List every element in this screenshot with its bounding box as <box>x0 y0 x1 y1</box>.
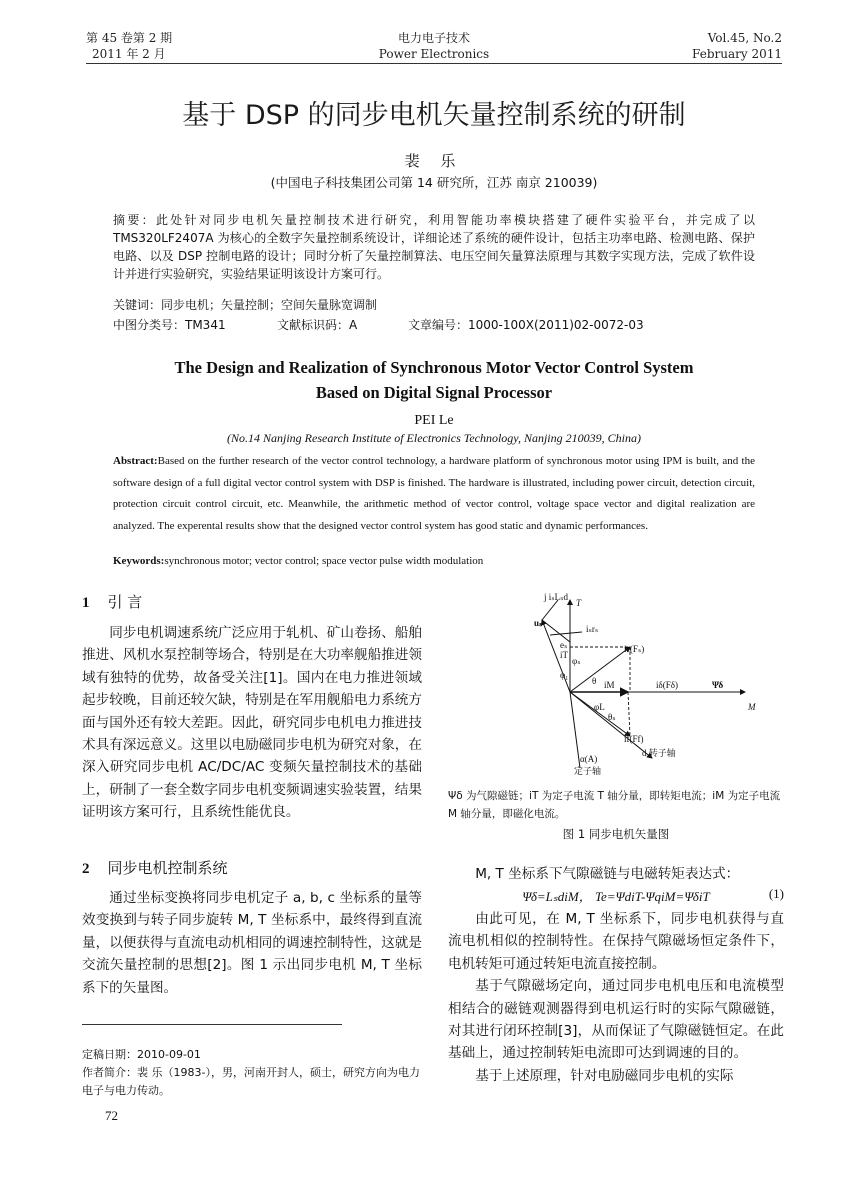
header-date: 2011 年 2 月 <box>92 47 166 61</box>
header-rule <box>86 63 782 64</box>
right-paragraph-2: 基于气隙磁场定向，通过同步电机电压和电流模型相结合的磁链观测器得到电机运行时的实际气隙磁链，对其进行闭环控制[3]，从而保证了气隙磁链恒定。在此基础上，通过控制转矩电流即可达到调速的目的。 <box>448 978 784 1062</box>
footnote-author-bio: 作者简介：裴 乐（1983-），男，河南开封人，硕士，研究方向为电力电子与电力传动。 <box>82 1066 420 1097</box>
label-m-axis: M <box>748 702 756 712</box>
paper-title-en-line1: The Design and Realization of Synchronous Motor Vector Control System <box>174 358 694 377</box>
document-code: 文献标识码：A <box>277 318 358 332</box>
section-2-paragraph: 通过坐标变换将同步电机定子 a, b, c 坐标系的量等效变换到与转子同步旋转 M, T 坐标系中，最终得到直流量，以便获得与直流电动机相同的调速控制特性，这就是交流矢量控制的思想[2]。图 1 示出同步电机 M, T 坐标系下的矢量图。 <box>82 890 422 996</box>
article-number: 文章编号：1000-100X(2011)02-0072-03 <box>408 318 644 332</box>
label-phi-1: φ₁ <box>560 670 569 680</box>
footnote-rule <box>82 1024 342 1025</box>
label-stator-axis: 定子轴 <box>574 766 602 776</box>
affiliation-en: (No.14 Nanjing Research Institute of Electronics Technology, Nanjing 210039, China) <box>227 431 641 445</box>
footnote-received-date: 定稿日期：2010-09-01 <box>82 1048 201 1061</box>
equation-body: Ψδ=LₛdiM， Te=ΨdiT-ΨqiM=ΨδiT <box>522 889 710 904</box>
keywords-cn: 关键词：同步电机；矢量控制；空间矢量脉宽调制 <box>113 298 378 312</box>
affiliation-cn: (中国电子科技集团公司第 14 研究所，江苏 南京 210039) <box>270 175 598 190</box>
label-es: eₛ <box>560 640 568 650</box>
clc-number: 中图分类号：TM341 <box>113 318 226 332</box>
label-d-axis: d 转子轴 <box>642 748 676 758</box>
author-cn: 裴 乐 <box>404 152 464 170</box>
section-2-body <box>82 887 422 999</box>
header-journal-en: Power Electronics <box>378 47 490 61</box>
right-body <box>448 908 784 1087</box>
page-number: 72 <box>105 1108 118 1123</box>
abstract-en-label: Abstract: <box>113 455 158 467</box>
right-paragraph-1: 由此可见，在 M, T 坐标系下，同步电机获得与直流电机相似的控制特性。在保持气隙磁场恒定条件下，电机转矩可通过转矩电流直接控制。 <box>448 911 784 972</box>
label-it: iT <box>560 650 568 660</box>
label-psi-delta: Ψδ <box>712 680 724 690</box>
isrs-line <box>550 632 582 635</box>
is-vector <box>570 647 630 692</box>
dashed-if <box>628 692 630 736</box>
header-journal-cn: 电力电子技术 <box>397 31 470 45</box>
abstract-en-text: Based on the further research of the vector control technology, a hardware platform of synchronous motor using IPM is built, and the software design of a full digital vector control system with DSP is finished. The hardware is illustrated, including power circuit, detection circuit, protection circuit control circuit, etc. Meanwhile, the arithmetic method of vector control, voltage space vector and digital realization are analyzed. The experental results show that the designed vector control system has good static and dynamic performances. <box>113 455 755 532</box>
label-jil: j iₛLₛd <box>544 592 568 602</box>
if-vector <box>570 692 630 736</box>
label-if-ff: if(Ff) <box>624 734 644 744</box>
jil-segment <box>542 600 558 620</box>
equation-1 <box>448 886 784 905</box>
abstract-cn: 摘要：此处针对同步电机矢量控制技术进行研究，利用智能功率模块搭建了硬件实验平台，并完成了以 TMS320LF2407A 为核心的全数字矢量控制系统设计，详细论述了系统的硬件设计，包括主功率电路、检测电路、保护电路、以及 DSP 控制电路的设计；同时分析了矢量控制算法、电压空间矢量算法原理与其数字实现方法，完成了软件设计并进行实验研究，实验结果证明该设计方案可行。 <box>113 213 755 281</box>
section-1-heading <box>82 591 422 612</box>
vector-diagram <box>520 590 770 782</box>
header-volume: 第 45 卷第 2 期 <box>86 31 173 45</box>
right-intro <box>448 863 784 885</box>
equation-number: (1) <box>768 886 784 901</box>
section-1-body <box>82 622 422 824</box>
section-2-title: 同步电机控制系统 <box>107 859 228 877</box>
figure-title: 图 1 同步电机矢量图 <box>562 827 670 841</box>
label-alpha: α(A) <box>580 754 598 764</box>
keywords-en-text: synchronous motor; vector control; space vector pulse width modulation <box>164 555 484 567</box>
keywords-en <box>113 555 483 567</box>
section-2-heading <box>82 857 422 878</box>
section-2-number: 2 <box>82 861 90 877</box>
keywords-en-label: Keywords: <box>113 555 165 567</box>
figure-caption: Ψδ 为气隙磁链；iT 为定子电流 T 轴分量，即转矩电流；iM 为定子电流 M 轴分量，即磁化电流。 <box>448 790 781 820</box>
label-us: uₛ <box>534 618 543 628</box>
label-theta-s: θₛ <box>608 712 616 722</box>
footnotes <box>82 1046 422 1100</box>
section-1-paragraph: 同步电机调速系统广泛应用于轧机、矿山卷扬、船舶推进、风机水泵控制等场合，特别是在大功率舰船推进领域有独特的优势，故备受关注[1]。国内在电力推进领域起步较晚，目前还较欠缺，特别是在军用舰船电力系统方面与国外还有较大差距。因此，研究同步电机电力推进技术具有深远意义。这里以电励磁同步电机为研究对象，在深入研究同步电机 AC/DC/AC 变频矢量控制技术的基础上，研制了一套全数字同步电机变频调速实验装置，结果证明该方案可行，且系统性能优良。 <box>82 625 422 821</box>
label-theta: θ <box>592 676 597 686</box>
header-vol-en: Vol.45, No.2 <box>707 31 782 45</box>
label-phi-s: φₛ <box>572 656 581 666</box>
right-intro-paragraph: M, T 坐标系下气隙磁链与电磁转矩表达式： <box>475 866 740 882</box>
label-is-fs: iₛ(Fₛ) <box>624 644 645 654</box>
label-t-axis: T <box>576 598 582 608</box>
abstract-en <box>113 451 755 537</box>
stator-axis <box>570 692 580 768</box>
paper-title-cn: 基于 DSP 的同步电机矢量控制系统的研制 <box>182 100 686 131</box>
section-1-number: 1 <box>82 595 90 611</box>
label-im: iM <box>604 680 615 690</box>
label-idelta: iδ(Fδ) <box>656 680 678 690</box>
label-isrs: iₛrₛ <box>586 624 599 634</box>
header-date-en: February 2011 <box>692 47 782 61</box>
right-paragraph-3: 基于上述原理，针对电励磁同步电机的实际 <box>475 1067 734 1084</box>
rotor-d-axis <box>570 692 652 758</box>
author-en: PEI Le <box>414 413 454 428</box>
section-1-title: 引 言 <box>107 593 143 611</box>
paper-title-en-line2: Based on Digital Signal Processor <box>315 383 553 402</box>
label-phi-l: φL <box>594 702 605 712</box>
